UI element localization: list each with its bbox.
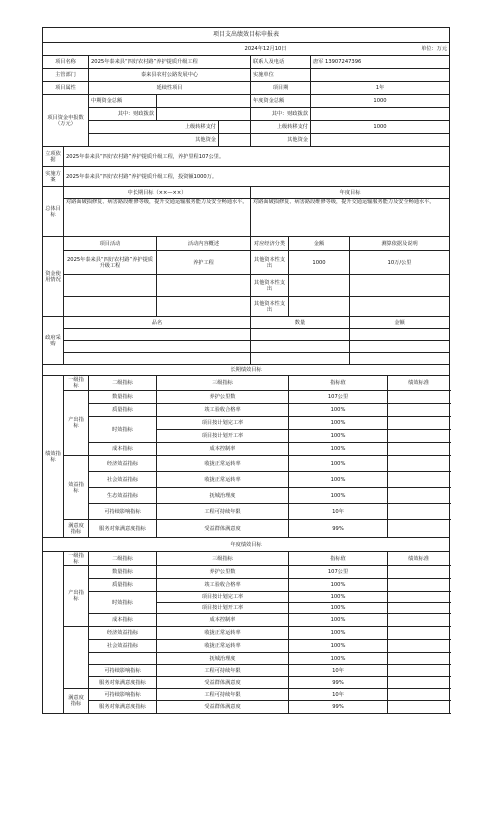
fin-label-2: 其中：财政拨款 xyxy=(251,108,311,121)
l2: 成本指标 xyxy=(89,443,157,456)
fin-label-1: 其中：财政拨款 xyxy=(89,108,157,121)
h-level3: 三级指标 xyxy=(157,552,289,566)
project-name: 2025年泰来县“四好农村路”养护提质升级工程 xyxy=(89,56,251,69)
val: 100% xyxy=(289,653,388,665)
l3: 抚城治理度 xyxy=(157,653,289,665)
l2: 可持续影响指标 xyxy=(89,665,157,677)
val: 107公里 xyxy=(289,391,388,404)
val: 10年 xyxy=(289,665,388,677)
goals-label: 总体目标 xyxy=(43,187,64,237)
l3: 成本控制率 xyxy=(157,443,289,456)
period-value: 1年 xyxy=(311,82,450,95)
usage-expense: 其他资本性支出 xyxy=(251,251,289,275)
usage-basis: 10万/公里 xyxy=(350,251,450,275)
year-total-label: 年度资金总额 xyxy=(251,95,311,108)
usage-expense: 其他资本性支出 xyxy=(251,297,289,317)
plan-text: 2025年泰来县“四好农村路”养护提质升级工程，投资额1000万。 xyxy=(64,167,450,187)
exec-label: 实施单位 xyxy=(251,69,311,82)
l3: 工程可持续年限 xyxy=(157,504,289,520)
usage-label: 资金使用情况 xyxy=(43,237,64,317)
l3: 收拢正常运转率 xyxy=(157,627,289,640)
val: 99% xyxy=(289,677,388,689)
val: 100% xyxy=(289,430,388,443)
val: 100% xyxy=(289,456,388,472)
val: 100% xyxy=(289,488,388,504)
h-value: 指标值 xyxy=(289,376,388,391)
l3: 项目按计划完工率 xyxy=(157,592,289,603)
year-total-value: 1000 xyxy=(311,95,450,108)
l2: 时效指标 xyxy=(89,592,157,614)
h-level3: 三级指标 xyxy=(157,376,289,391)
l2: 时效指标 xyxy=(89,417,157,443)
val: 100% xyxy=(289,472,388,488)
l3: 竣工验收合格率 xyxy=(157,579,289,592)
usage-h-activity: 项目活动 xyxy=(64,237,157,251)
mid-goal-text: 对路面破损修复、病害路段维修等级，提升交通运输服务能力及安全畅通水平。 xyxy=(64,199,251,237)
mid-total-value xyxy=(157,95,251,108)
val: 10年 xyxy=(289,504,388,520)
val: 107公里 xyxy=(289,566,388,579)
l3: 项目按计划开工率 xyxy=(157,603,289,614)
usage-h-expense: 对应经济分类 xyxy=(251,237,289,251)
output-label: 产出指标 xyxy=(64,391,89,456)
transfer-label-1: 上级转移支付 xyxy=(89,121,219,134)
l3: 成本控制率 xyxy=(157,614,289,627)
l3: 养护公里数 xyxy=(157,566,289,579)
val: 100% xyxy=(289,579,388,592)
page-title: 项目支出绩效目标申报表 xyxy=(43,28,450,43)
basis-label: 立项依据 xyxy=(43,147,64,167)
l2: 服务对象满意度指标 xyxy=(89,677,157,689)
procure-h-qty: 数量 xyxy=(251,317,350,329)
year-section-header: 年度绩效目标 xyxy=(43,538,450,552)
usage-content: 养护工程 xyxy=(157,251,251,275)
exec-value xyxy=(311,69,450,82)
l3: 竣工验收合格率 xyxy=(157,404,289,417)
val: 100% xyxy=(289,603,388,614)
val: 100% xyxy=(289,614,388,627)
contact-value: 唐军 13907247396 xyxy=(311,56,450,69)
l2: 质量指标 xyxy=(89,579,157,592)
mid-section-header: 长期绩效目标 xyxy=(43,365,450,376)
usage-h-basis: 测算依据及说明 xyxy=(350,237,450,251)
satisfy-label: 满意度指标 xyxy=(64,689,89,714)
year-goal-header: 年度目标 xyxy=(251,187,450,199)
contact-label: 联系人及电话 xyxy=(251,56,311,69)
l3: 抚城治理度 xyxy=(157,488,289,504)
other-label-2: 其他资金 xyxy=(251,134,311,147)
h-level2: 二级指标 xyxy=(89,552,157,566)
form-table xyxy=(42,27,450,714)
year-goal-text: 对路面破损修复、病害路段维修等级，提升交通运输服务能力及安全畅通水平。 xyxy=(251,199,450,237)
procure-h-name: 品名 xyxy=(64,317,251,329)
transfer-label-2: 上级转移支付 xyxy=(251,121,311,134)
l3: 受益群体满意度 xyxy=(157,520,289,538)
output-label: 产出指标 xyxy=(64,566,89,627)
dept-label: 主管部门 xyxy=(43,69,89,82)
mid-total-label: 中期资金总额 xyxy=(89,95,157,108)
l3: 收拢正常运转率 xyxy=(157,472,289,488)
l2: 社会效益指标 xyxy=(89,472,157,488)
h-value: 指标值 xyxy=(289,552,388,566)
l2: 可持续影响指标 xyxy=(89,689,157,701)
val: 10年 xyxy=(289,689,388,701)
satisfy-label: 满意度指标 xyxy=(64,520,89,538)
l3: 项目按计划开工率 xyxy=(157,430,289,443)
l3: 工程可持续年限 xyxy=(157,689,289,701)
project-name-label: 项目名称 xyxy=(43,56,89,69)
l2: 数量指标 xyxy=(89,566,157,579)
procure-label: 政府采购 xyxy=(43,317,64,365)
l3: 项目按计划完工率 xyxy=(157,417,289,430)
dept-value: 泰来县农村公路发展中心 xyxy=(89,69,251,82)
h-standard: 绩效标准 xyxy=(388,552,450,566)
period-label: 项目期 xyxy=(251,82,311,95)
l2: 数量指标 xyxy=(89,391,157,404)
val: 100% xyxy=(289,443,388,456)
attr-label: 项目属性 xyxy=(43,82,89,95)
h-level1: 一级指标 xyxy=(64,376,89,391)
unit-label: 单位：万元 xyxy=(289,43,450,56)
form-sheet xyxy=(42,27,449,714)
l3: 受益群体满意度 xyxy=(157,701,289,714)
l2: 成本指标 xyxy=(89,614,157,627)
attr-value: 延续性项目 xyxy=(89,82,251,95)
usage-h-amount: 金额 xyxy=(289,237,350,251)
l2: 服务对象满意度指标 xyxy=(89,701,157,714)
val: 99% xyxy=(289,701,388,714)
benefit-label: 效益指标 xyxy=(64,456,89,520)
mid-goal-header: 中长期目标（××—××） xyxy=(64,187,251,199)
l2: 质量指标 xyxy=(89,404,157,417)
procure-h-amount: 金额 xyxy=(350,317,450,329)
l3: 收拢正常运转率 xyxy=(157,456,289,472)
perf-label: 绩效指标 xyxy=(43,376,64,538)
l3: 收拢正常运转率 xyxy=(157,640,289,653)
transfer-value-2: 1000 xyxy=(311,121,450,134)
h-level2: 二级指标 xyxy=(89,376,157,391)
l2: 生态效益指标 xyxy=(89,488,157,504)
l2: 可持续影响指标 xyxy=(89,504,157,520)
other-label-1: 其他资金 xyxy=(89,134,219,147)
val: 100% xyxy=(289,640,388,653)
usage-amount: 1000 xyxy=(289,251,350,275)
l3: 养护公里数 xyxy=(157,391,289,404)
l2: 经济效益指标 xyxy=(89,627,157,640)
basis-text: 2025年泰来县“四好农村路”养护提质升级工程，养护里程107公里。 xyxy=(64,147,450,167)
val: 99% xyxy=(289,520,388,538)
usage-activity: 2025年泰来县“四好农村路”养护提质升级工程 xyxy=(64,251,157,275)
funds-label: 项目资金申报数（万元） xyxy=(43,95,89,147)
val: 100% xyxy=(289,627,388,640)
h-level1: 一级指标 xyxy=(64,552,89,566)
val: 100% xyxy=(289,592,388,603)
l2: 经济效益指标 xyxy=(89,456,157,472)
val: 100% xyxy=(289,404,388,417)
plan-label: 实施方案 xyxy=(43,167,64,187)
val: 100% xyxy=(289,417,388,430)
l2: 社会效益指标 xyxy=(89,640,157,653)
l3: 受益群体满意度 xyxy=(157,677,289,689)
h-standard: 绩效标准 xyxy=(388,376,450,391)
report-date: 2024年12月10日 xyxy=(43,43,289,56)
l3: 工程可持续年限 xyxy=(157,665,289,677)
l2: 服务对象满意度指标 xyxy=(89,520,157,538)
usage-h-content: 活动内容概述 xyxy=(157,237,251,251)
usage-expense: 其他资本性支出 xyxy=(251,275,289,297)
